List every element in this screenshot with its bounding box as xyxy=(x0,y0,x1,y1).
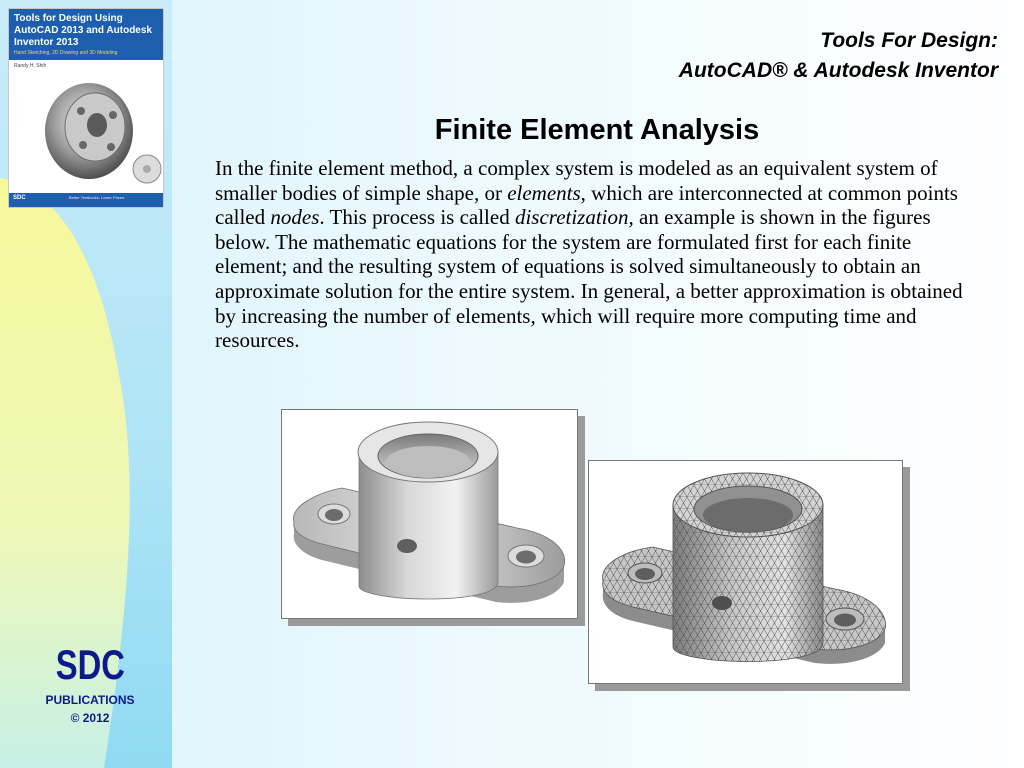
book-cover xyxy=(8,8,164,208)
book-cover-author: Randy H. Shih xyxy=(14,63,47,69)
flange-bearing-solid-icon xyxy=(282,410,577,618)
body-text-part: . This process is called xyxy=(319,205,515,230)
course-header xyxy=(679,26,998,86)
book-cover-tagline: Better Textbooks. Lower Prices. xyxy=(69,195,126,200)
book-cover-footer xyxy=(9,193,163,207)
body-term-nodes: nodes xyxy=(270,205,320,230)
flange-bearing-mesh-icon xyxy=(589,461,902,683)
body-text-part: , which are interconnected at common points called xyxy=(215,180,958,230)
slide-body-text xyxy=(215,156,975,353)
book-cover-title-block xyxy=(9,9,163,60)
body-text-part: In the finite element method, a complex system is modeled as an equivalent system of smaller bodies of simple shape, or xyxy=(215,156,938,205)
course-header-line2: AutoCAD® & Autodesk Inventor xyxy=(678,59,998,82)
body-term-elements: elements xyxy=(507,180,581,205)
wheel-illustration-icon xyxy=(9,71,163,193)
slide-title: Finite Element Analysis xyxy=(434,114,760,146)
solid-model-figure xyxy=(281,409,578,619)
publisher-logo-mark: SDC xyxy=(55,641,125,688)
book-cover-subtitle: Hand Sketching, 2D Drawing and 3D Modeling xyxy=(14,50,118,56)
course-header-line1: Tools For Design: xyxy=(820,29,998,52)
body-text-part: an example is shown in the figures below. The mathematic equations for the system are formulated first for each finite element; and the resulting system of equations is solved simultaneously to obtain an approximate solution for the entire system. In general, a better approximation is obtained by increasing the number of elements, which will require more computing time and resources. xyxy=(215,205,963,353)
mesh-model-figure xyxy=(588,460,903,684)
publisher-logo-year: © 2012 xyxy=(70,711,110,725)
book-cover-title: Tools for Design Using AutoCAD 2013 and Autodesk Inventor 2013 xyxy=(14,13,152,48)
book-cover-publisher: SDC xyxy=(13,195,26,201)
publisher-logo xyxy=(28,643,152,725)
body-term-discretization: discretization, xyxy=(514,205,634,230)
publisher-logo-name: PUBLICATIONS xyxy=(45,693,135,707)
